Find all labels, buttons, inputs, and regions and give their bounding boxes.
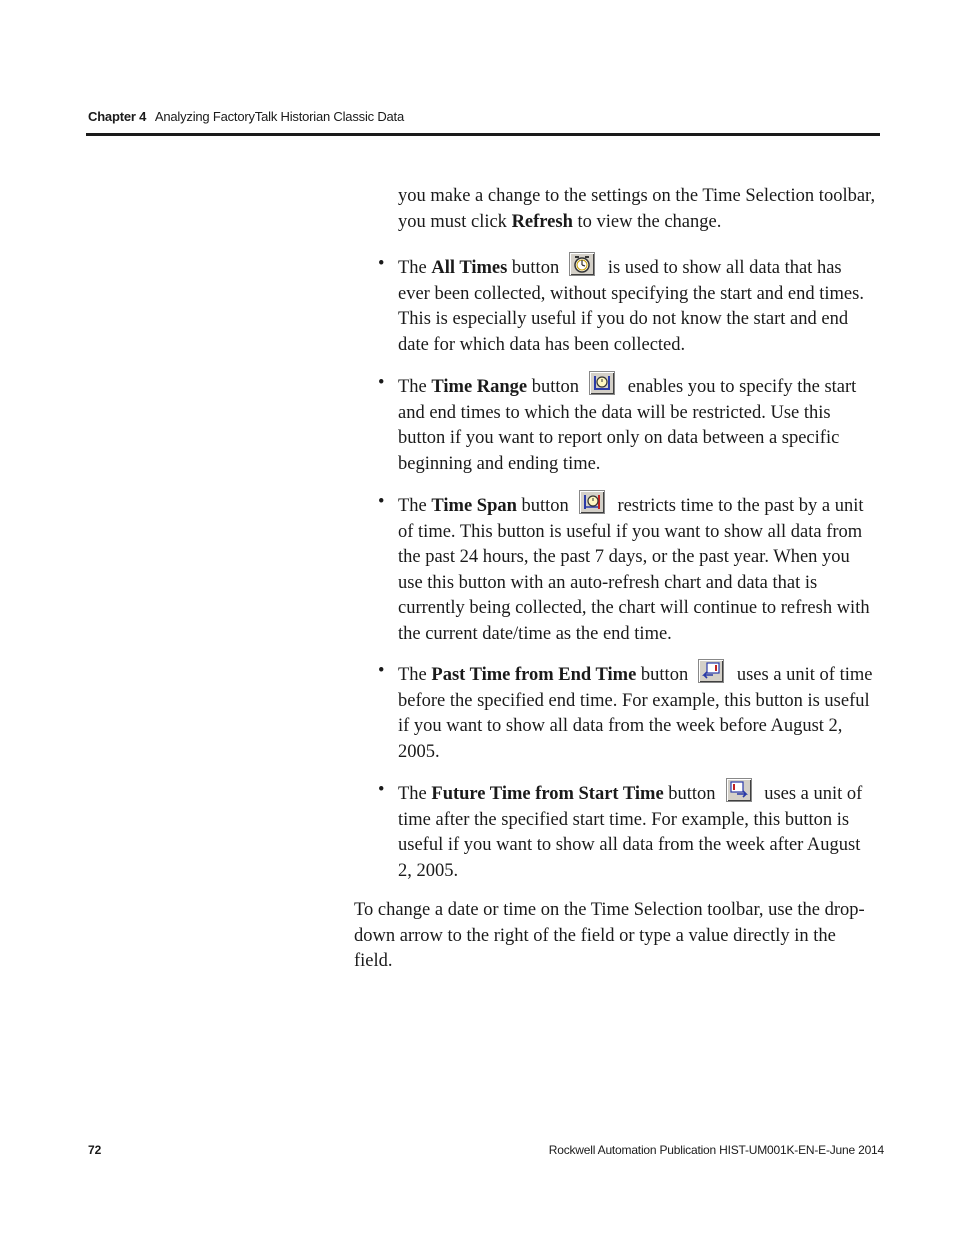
bullet-mid: button [507, 258, 560, 278]
bullet-time-span [378, 490, 878, 647]
bullet-term: Time Range [431, 377, 528, 397]
bullet-dot: • [378, 254, 385, 274]
bullet-dot: • [378, 780, 385, 800]
bullet-mid: button [663, 784, 716, 804]
refresh-term: Refresh [511, 211, 573, 232]
bullet-future-time [378, 778, 878, 884]
running-header [88, 109, 404, 124]
bullet-mid: button [516, 496, 569, 516]
bullet-dot: • [378, 492, 385, 512]
time-span-icon [579, 490, 605, 514]
bullet-lead: The [398, 784, 432, 804]
chapter-title: Analyzing FactoryTalk Historian Classic Data [154, 109, 404, 124]
bullet-lead: The [398, 377, 432, 397]
bullet-mid: button [636, 665, 689, 685]
bullet-text: restricts time to the past by a unit of time. This button is useful if you want to show all data from the past 24 hours, the past 7 days, or the past year. When you use this button with an auto-refresh chart and data that is currently being collected, the chart will continue to refresh with the current date/time as the end time. [398, 496, 870, 644]
bullet-time-range [378, 371, 878, 477]
bullet-mid: button [527, 377, 580, 397]
bullet-lead: The [398, 665, 432, 685]
header-rule [86, 133, 880, 136]
bullet-past-time [378, 659, 878, 765]
bullet-text: uses a unit of time before the specified end time. For example, this button is useful if you want to show all data from the week before August 2, 2005. [398, 665, 873, 762]
future-time-icon [726, 778, 752, 802]
intro-text: you make a change to the settings on the Time Selection toolbar, you must click [398, 186, 876, 232]
chapter-label: Chapter 4 [88, 109, 147, 124]
bullet-term: All Times [431, 258, 508, 278]
past-time-icon [698, 659, 724, 683]
all-times-icon [569, 252, 595, 276]
bullet-all-times [378, 252, 878, 358]
bullet-term: Time Span [431, 496, 517, 516]
time-range-icon [589, 371, 615, 395]
publication-footer: Rockwell Automation Publication HIST-UM001K-EN-E-June 2014 [548, 1143, 884, 1157]
bullet-dot: • [378, 661, 385, 681]
bullet-dot: • [378, 373, 385, 393]
intro-text-end: to view the change. [572, 211, 722, 232]
bullet-text: uses a unit of time after the specified start time. For example, this button is useful if you want to show all data from the week after August 2, 2005. [398, 784, 863, 881]
bullet-text: is used to show all data that has ever been collected, without specifying the start and end times. This is especially useful if you do not know the start and end date for which data has been collected. [398, 258, 864, 355]
closing-paragraph: To change a date or time on the Time Selection toolbar, use the drop-down arrow to the right of the field or type a value directly in the field. [354, 900, 865, 971]
bullet-term: Past Time from End Time [431, 665, 637, 685]
bullet-lead: The [398, 496, 432, 516]
page-number: 72 [88, 1143, 102, 1157]
bullet-text: enables you to specify the start and end times to which the data will be restricted. Use this button if you want to report only on data between a specific beginning and ending time. [398, 377, 857, 474]
bullet-lead: The [398, 258, 432, 278]
intro-paragraph [398, 184, 878, 235]
bullet-term: Future Time from Start Time [431, 784, 664, 804]
